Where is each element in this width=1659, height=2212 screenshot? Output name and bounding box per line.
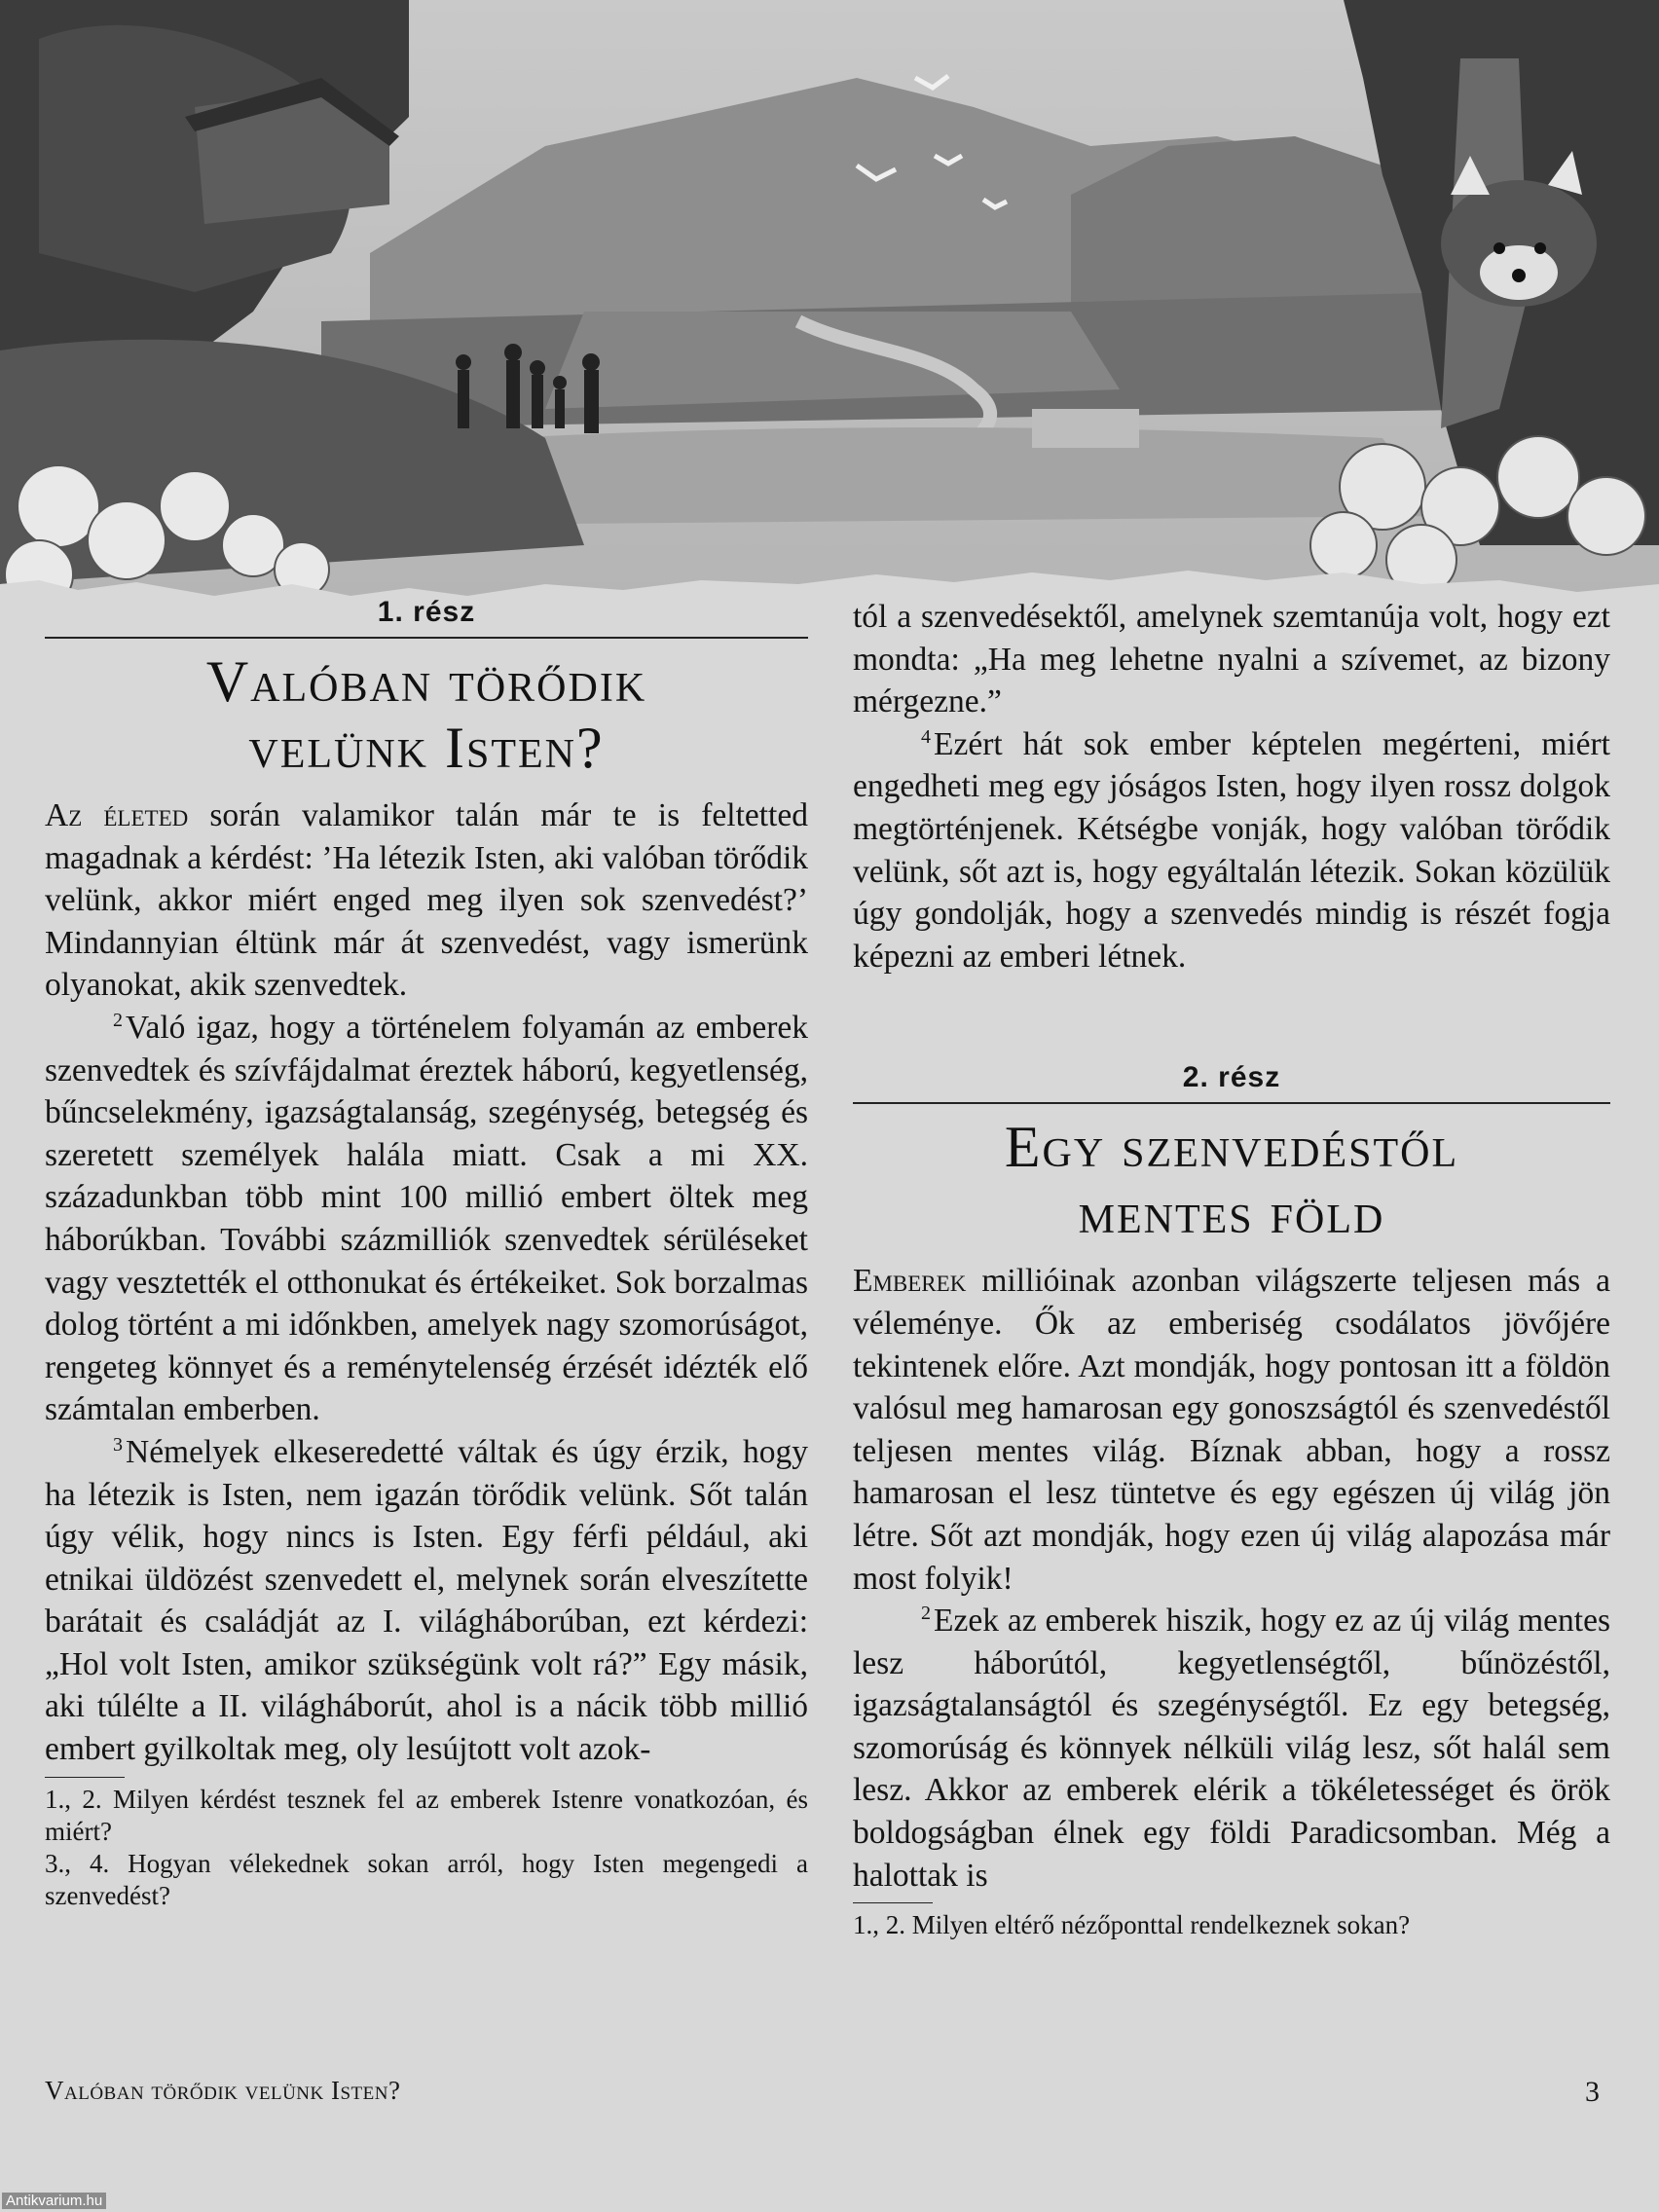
paragraph-text: Ezért hát sok ember képtelen megérteni, miért engedheti meg egy jóságos Isten, hogy ilyen rossz dolgok megtörténjenek. Kétségbe vonják, hogy valóban törődik velünk, sőt azt is, hogy egyáltalán létezik. Sokan közülük úgy gondolják, hogy a szenvedés mindig is részét fogja képezni az emberi létnek. (853, 725, 1610, 975)
paragraph-lead: Az életed (45, 797, 189, 833)
heading-line-1: Egy szenvedéstől (1004, 1115, 1459, 1180)
paragraph-text: Némelyek elkeseredetté váltak és úgy érzik, hogy ha létezik is Isten, nem igazán törődik velünk. Sőt talán úgy vélik, hogy nincs is Isten. Egy férfi például, aki etnikai üldözést szenvedett el, melynek során elveszítette barátait és családját az I. világháborúban, ezt kérdezi: „Hol volt Isten, amikor szükségünk volt rá?” Egy másik, aki túlélte a II. világháborút, ahol is a nácik több millió embert gyilkoltak meg, oly lesújtott volt azok- (45, 1433, 808, 1768)
paragraph-text: során valamikor talán már te is feltetted magadnak a kérdést: ’Ha létezik Isten, aki valóban törődik velünk, akkor miért enged meg ilyen sok szenvedést?’ Mindannyian éltünk már át szenvedést, vagy ismerünk olyanokat, akik szenvedtek. (45, 797, 808, 1004)
questions-rule (45, 1777, 125, 1778)
heading-line-1: Valóban törődik (205, 649, 647, 714)
left-column (45, 596, 808, 1912)
part-label: 1. rész (377, 596, 476, 628)
heading-line-2: mentes föld (1078, 1181, 1385, 1246)
paragraph-number: 2 (921, 1603, 931, 1625)
paragraph-3-continued: tól a szenvedésektől, amelynek szemtanúja volt, hogy ezt mondta: „Ha meg lehetne nyalni a szívemet, az bizony mérgezne.” (853, 599, 1610, 720)
paragraph-1 (853, 1260, 1610, 1600)
paragraph-number: 3 (113, 1433, 123, 1456)
landscape-paradise-illustration (0, 0, 1659, 623)
page-number: 3 (1585, 2076, 1600, 2108)
paragraph-2 (45, 1007, 808, 1431)
heading-line-2: velünk Isten? (248, 716, 605, 780)
study-question-1: 1., 2. Milyen kérdést tesznek fel az emberek Istenre vonatkozóan, és miért? (45, 1784, 808, 1846)
section-heading (853, 1114, 1610, 1246)
paragraph-text: Való igaz, hogy a történelem folyamán az emberek szenvedtek és szívfájdalmat éreztek háború, kegyetlenség, bűncselekmény, igazságtalanság, szegénység, betegség és szeretett személyek halála miatt. Csak a mi XX. századunkban több mint 100 millió embert öltek meg háborúkban. További százmilliók szenvedtek sérüléseket vagy vesztették el otthonukat és értékeiket. Sok borzalmas dolog történt a mi időnkben, amelyek nagy szomorúságot, rengeteg könnyet és a reménytelenség érzését idézték elő számtalan emberben. (45, 1009, 808, 1428)
running-title: Valóban törődik velünk Isten? (45, 2076, 401, 2105)
paragraph-3 (45, 1431, 808, 1771)
section-rule (853, 1102, 1610, 1104)
paragraph-4 (853, 723, 1610, 978)
paragraph-number: 2 (113, 1009, 123, 1031)
paragraph-2 (853, 1600, 1610, 1897)
questions-rule (853, 1902, 933, 1903)
paragraph-1 (45, 794, 808, 1007)
paragraph-text: Ezek az emberek hiszik, hogy ez az új világ mentes lesz háborútól, kegyetlenségtől, bűnözéstől, igazságtalanságtól és szegénységtől. Ez egy betegség, szomorúság és könnyek nélküli világ lesz, sőt halál sem lesz. Akkor az emberek elérik a tökéletességet és örök boldogságban élnek egy földi Paradicsomban. Még a halottak is (853, 1603, 1610, 1894)
right-column (853, 596, 1610, 1941)
study-question-1: 1., 2. Milyen eltérő nézőponttal rendelkeznek sokan? (853, 1910, 1411, 1940)
section-heading (45, 648, 808, 781)
paragraph-text: millióinak azonban világszerte teljesen más a véleménye. Ők az emberiség csodálatos jövőjére tekintenek előre. Azt mondják, hogy pontosan itt a földön valósul meg hamarosan egy gonoszságtól és szenvedéstől teljesen mentes világ. Bíznak abban, hogy a rossz hamarosan el lesz tüntetve és egy egészen új világ jön létre. Sőt azt mondják, hogy ezen új világ alapozása már most folyik! (853, 1263, 1610, 1597)
paragraph-lead: Emberek (853, 1263, 967, 1300)
header-illustration (0, 0, 1659, 623)
part-label: 2. rész (1182, 1061, 1281, 1094)
section-rule (45, 637, 808, 639)
study-question-2: 3., 4. Hogyan vélekednek sokan arról, hogy Isten megengedi a szenvedést? (45, 1848, 808, 1910)
paragraph-number: 4 (921, 725, 931, 748)
watermark: Antikvarium.hu (2, 2193, 106, 2209)
